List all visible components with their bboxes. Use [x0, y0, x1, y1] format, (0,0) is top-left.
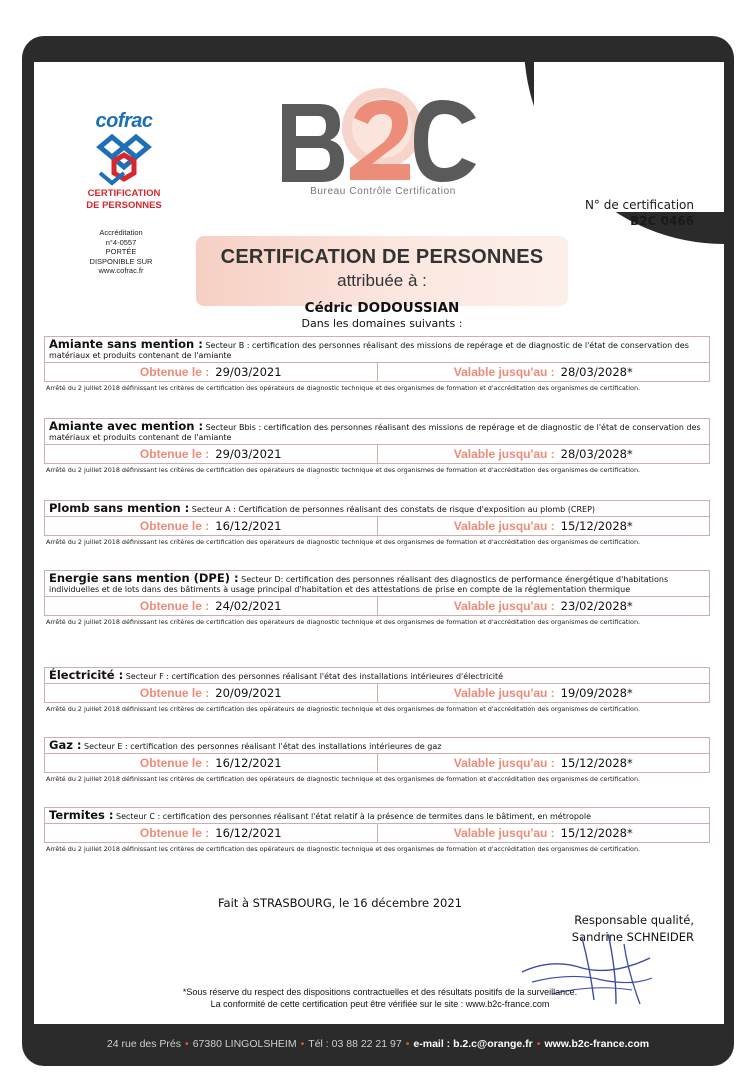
certificate-number-block	[546, 197, 694, 229]
signatory-name: Sandrine SCHNEIDER	[571, 930, 694, 944]
holder-name: Cédric DODOUSSIAN	[304, 300, 460, 316]
obtained-label: Obtenue le :	[139, 756, 210, 770]
bullet-icon: •	[300, 1038, 305, 1050]
section-dates	[45, 824, 709, 842]
section-dates	[45, 754, 709, 772]
footer-email[interactable]: e-mail : b.2.c@orange.fr	[413, 1038, 533, 1050]
section-energie-dpe	[44, 570, 710, 626]
footer-address: 24 rue des Prés	[106, 1038, 182, 1050]
obtained-label: Obtenue le :	[139, 599, 210, 613]
cofrac-emblem-icon	[92, 133, 156, 187]
valid-label: Valable jusqu'au :	[453, 756, 555, 770]
section-electricite	[44, 667, 710, 713]
section-box	[44, 570, 710, 616]
section-title: Plomb sans mention :	[49, 501, 190, 515]
footer-city: 67380 LINGOLSHEIM	[192, 1038, 297, 1050]
accred-line: n°4-0557	[105, 237, 137, 247]
reserve-line1: *Sous réserve du respect des dispositions contractuelles et des résultats positifs de la surveillance.	[182, 987, 578, 997]
valid-date: 28/03/2028*	[560, 365, 633, 379]
section-box	[44, 500, 710, 536]
accred-line: Accréditation	[99, 228, 143, 237]
section-text: Secteur D: certification des personnes réalisant des diagnostics de performance énergétique d'habitations individuelles et de lots dans des bâtiments à usage principal d'habitation et des attestations de prise en compte de la réglementation thermique	[49, 575, 669, 594]
section-description	[45, 808, 709, 824]
section-termites	[44, 807, 710, 853]
bullet-icon: •	[536, 1038, 541, 1050]
section-description	[45, 337, 709, 363]
section-dates	[45, 684, 709, 702]
valid-label: Valable jusqu'au :	[453, 365, 555, 379]
section-text: Secteur B : certification des personnes réalisant des missions de repérage et de diagnostic de l'état de conservation des matériaux et produits contenant de l'amiante	[49, 341, 689, 360]
obtained-label: Obtenue le :	[139, 826, 210, 840]
cofrac-logo	[84, 110, 164, 211]
section-box	[44, 737, 710, 773]
domains-intro: Dans les domaines suivants :	[301, 317, 463, 330]
regulation-note: Arrêté du 2 juillet 2018 définissant les critères de certification des opérateurs de diagnostic technique et des organismes de formation et d'accréditation des organismes de certification.	[46, 466, 641, 474]
obtained-cell	[45, 445, 377, 463]
valid-date: 28/03/2028*	[560, 447, 633, 461]
corner-mask	[534, 62, 724, 212]
section-description	[45, 571, 709, 597]
obtained-cell	[45, 363, 377, 381]
obtained-date: 29/03/2021	[215, 365, 282, 379]
section-description	[45, 419, 709, 445]
valid-cell	[377, 445, 710, 463]
regulation-note: Arrêté du 2 juillet 2018 définissant les critères de certification des opérateurs de diagnostic technique et des organismes de formation et d'accréditation des organismes de certification.	[46, 618, 641, 626]
valid-date: 15/12/2028*	[560, 756, 633, 770]
place-and-date: Fait à STRASBOURG, le 16 décembre 2021	[217, 896, 462, 910]
section-box	[44, 667, 710, 703]
section-text: Secteur E : certification des personnes réalisant l'état des installations intérieures de gaz	[84, 742, 442, 751]
b2c-subtitle: Bureau Contrôle Certification	[310, 186, 456, 197]
section-amiante-avec-mention	[44, 418, 710, 474]
section-text: Secteur Bbis : certification des personnes réalisant des missions de repérage et de diagnostic de l'état de conservation des matériaux et produits contenant de l'amiante	[49, 423, 701, 442]
obtained-cell	[45, 684, 377, 702]
valid-date: 23/02/2028*	[560, 599, 633, 613]
valid-date: 15/12/2028*	[560, 826, 633, 840]
regulation-note: Arrêté du 2 juillet 2018 définissant les critères de certification des opérateurs de diagnostic technique et des organismes de formation et d'accréditation des organismes de certification.	[46, 705, 641, 713]
accreditation-info	[80, 228, 162, 276]
cofrac-wordmark: cofrac	[95, 110, 153, 132]
accred-line: PORTÉE	[105, 247, 137, 256]
bullet-icon: •	[405, 1038, 410, 1050]
page-title: CERTIFICATION DE PERSONNES	[220, 246, 544, 268]
regulation-note: Arrêté du 2 juillet 2018 définissant les critères de certification des opérateurs de diagnostic technique et des organismes de formation et d'accréditation des organismes de certification.	[46, 775, 641, 783]
cofrac-cert-line2: DE PERSONNES	[86, 200, 162, 211]
certificate-number-label: N° de certification	[584, 198, 694, 212]
signatory-role: Responsable qualité,	[574, 913, 694, 927]
obtained-label: Obtenue le :	[139, 447, 210, 461]
reserve-notice	[120, 986, 640, 1010]
section-description	[45, 738, 709, 754]
certificate-number: B2C 0466	[630, 214, 694, 228]
obtained-date: 24/02/2021	[215, 599, 282, 613]
obtained-date: 16/12/2021	[215, 756, 282, 770]
section-description	[45, 668, 709, 684]
section-dates	[45, 445, 709, 463]
section-text: Secteur F : certification des personnes réalisant l'état des installations intérieures d'électricité	[125, 672, 504, 681]
valid-label: Valable jusqu'au :	[453, 599, 555, 613]
accred-line: DISPONIBLE SUR	[89, 256, 153, 266]
valid-label: Valable jusqu'au :	[453, 686, 555, 700]
regulation-note: Arrêté du 2 juillet 2018 définissant les critères de certification des opérateurs de diagnostic technique et des organismes de formation et d'accréditation des organismes de certification.	[46, 538, 641, 546]
obtained-cell	[45, 824, 377, 842]
valid-date: 19/09/2028*	[560, 686, 633, 700]
regulation-note: Arrêté du 2 juillet 2018 définissant les critères de certification des opérateurs de diagnostic technique et des organismes de formation et d'accréditation des organismes de certification.	[46, 845, 641, 853]
valid-cell	[377, 363, 710, 381]
section-dates	[45, 517, 709, 535]
section-description	[45, 501, 709, 517]
section-title: Électricité :	[49, 668, 124, 682]
section-box	[44, 418, 710, 464]
obtained-date: 16/12/2021	[215, 519, 282, 533]
section-box	[44, 336, 710, 382]
section-title: Amiante avec mention :	[49, 419, 204, 433]
footer-website[interactable]: www.b2c-france.com	[544, 1038, 650, 1050]
valid-cell	[377, 597, 710, 615]
regulation-note: Arrêté du 2 juillet 2018 définissant les critères de certification des opérateurs de diagnostic technique et des organismes de formation et d'accréditation des organismes de certification.	[46, 384, 641, 392]
obtained-date: 20/09/2021	[215, 686, 282, 700]
cofrac-cert-line1: CERTIFICATION	[87, 188, 161, 199]
page-subtitle: attribuée à :	[337, 271, 427, 290]
section-title: Energie sans mention (DPE) :	[49, 571, 239, 585]
footer	[22, 1026, 734, 1062]
obtained-label: Obtenue le :	[139, 686, 210, 700]
obtained-cell	[45, 517, 377, 535]
valid-label: Valable jusqu'au :	[453, 447, 555, 461]
bullet-icon: •	[185, 1038, 189, 1050]
valid-cell	[377, 517, 710, 535]
section-plomb-sans-mention	[44, 500, 710, 546]
obtained-label: Obtenue le :	[139, 365, 210, 379]
valid-date: 15/12/2028*	[560, 519, 633, 533]
section-title: Gaz :	[49, 738, 82, 752]
obtained-cell	[45, 597, 377, 615]
valid-cell	[377, 684, 710, 702]
valid-cell	[377, 824, 710, 842]
section-box	[44, 807, 710, 843]
section-gaz	[44, 737, 710, 783]
valid-label: Valable jusqu'au :	[453, 519, 555, 533]
section-dates	[45, 363, 709, 381]
section-title: Termites :	[49, 808, 114, 822]
obtained-date: 29/03/2021	[215, 447, 282, 461]
section-dates	[45, 597, 709, 615]
valid-cell	[377, 754, 710, 772]
obtained-date: 16/12/2021	[215, 826, 282, 840]
section-amiante-sans-mention	[44, 336, 710, 392]
footer-phone: Tél : 03 88 22 21 97	[308, 1038, 402, 1050]
valid-label: Valable jusqu'au :	[453, 826, 555, 840]
accred-line: www.cofrac.fr	[98, 266, 144, 275]
obtained-label: Obtenue le :	[139, 519, 210, 533]
section-text: Secteur C : certification des personnes réalisant l'état relatif à la présence de termites dans le bâtiment, en métropole	[116, 812, 591, 821]
section-text: Secteur A : Certification de personnes réalisant des constats de risque d'exposition au plomb (CREP)	[191, 505, 596, 514]
obtained-cell	[45, 754, 377, 772]
reserve-line2: La conformité de cette certification peut être vérifiée sur le site : www.b2c-france.com	[210, 999, 550, 1009]
section-title: Amiante sans mention :	[49, 337, 203, 351]
